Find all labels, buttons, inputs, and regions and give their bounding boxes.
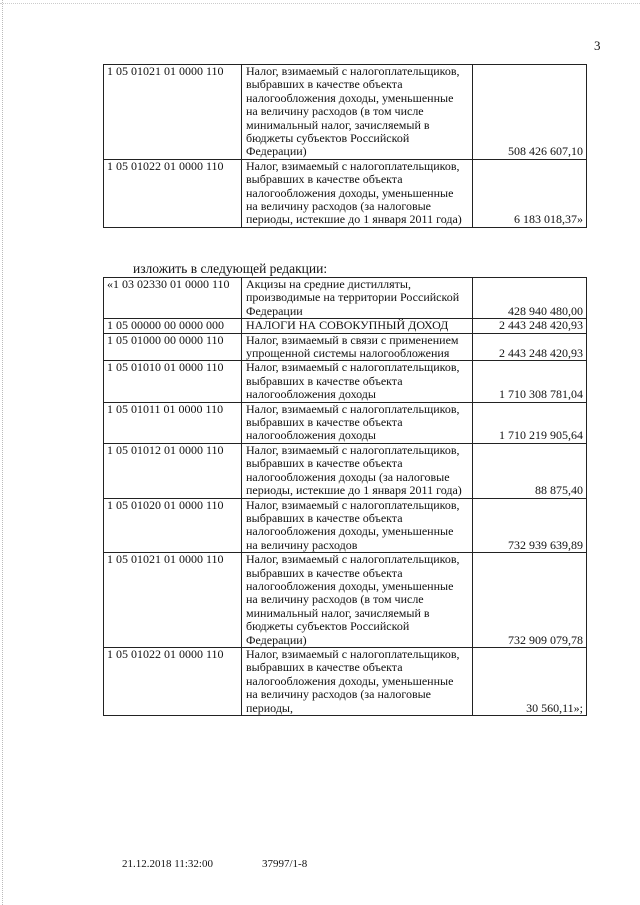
budget-code-cell: 1 05 01000 00 0000 110 xyxy=(104,333,242,361)
description-cell: Налог, взимаемый с налогоплательщиков, выбравших в качестве объекта налогообложения доходы, уменьшенные на величину расходов (за налоговые периоды, xyxy=(242,647,473,715)
table-row xyxy=(104,361,587,402)
table-row xyxy=(104,553,587,648)
description-cell: Налог, взимаемый в связи с применением упрощенной системы налогообложения xyxy=(242,333,473,361)
table-row xyxy=(104,498,587,553)
table-row xyxy=(104,402,587,443)
revenue-table-new xyxy=(103,277,587,716)
revenue-table-new-body xyxy=(104,278,587,716)
description-cell: Налог, взимаемый с налогоплательщиков, выбравших в качестве объекта налогообложения доходы, уменьшенные на величину расходов (в том числе минимальный налог, зачисляемый в бюджеты субъектов Российской Федерации) xyxy=(242,65,473,160)
budget-code-cell: 1 05 01021 01 0000 110 xyxy=(104,553,242,648)
amount-cell: 30 560,11»; xyxy=(473,647,587,715)
description-cell: НАЛОГИ НА СОВОКУПНЫЙ ДОХОД xyxy=(242,319,473,333)
table-row xyxy=(104,65,587,160)
budget-code-cell: 1 05 01011 01 0000 110 xyxy=(104,402,242,443)
scan-edge-left xyxy=(2,0,4,905)
section-heading: изложить в следующей редакции: xyxy=(133,261,328,276)
description-cell: Налог, взимаемый с налогоплательщиков, выбравших в качестве объекта налогообложения доходы xyxy=(242,361,473,402)
description-cell: Налог, взимаемый с налогоплательщиков, выбравших в качестве объекта налогообложения доходы, уменьшенные на величину расходов (в том числе минимальный налог, зачисляемый в бюджеты субъектов Российской Федерации) xyxy=(242,553,473,648)
amount-cell: 732 939 639,89 xyxy=(473,498,587,553)
footer-timestamp: 21.12.2018 11:32:00 xyxy=(122,858,213,870)
amount-cell: 732 909 079,78 xyxy=(473,553,587,648)
revenue-table-old xyxy=(103,64,587,228)
amount-cell: 1 710 219 905,64 xyxy=(473,402,587,443)
description-cell: Налог, взимаемый с налогоплательщиков, выбравших в качестве объекта налогообложения доходы xyxy=(242,402,473,443)
budget-code-cell: 1 05 01020 01 0000 110 xyxy=(104,498,242,553)
budget-code-cell: 1 05 01022 01 0000 110 xyxy=(104,159,242,227)
scan-edge-top xyxy=(0,3,640,5)
amount-cell: 88 875,40 xyxy=(473,443,587,498)
amount-cell: 508 426 607,10 xyxy=(473,65,587,160)
table-row xyxy=(104,159,587,227)
amount-cell: 6 183 018,37» xyxy=(473,159,587,227)
table-row xyxy=(104,278,587,319)
budget-code-cell: 1 05 01012 01 0000 110 xyxy=(104,443,242,498)
budget-code-cell: 1 05 01010 01 0000 110 xyxy=(104,361,242,402)
budget-code-cell: «1 03 02330 01 0000 110 xyxy=(104,278,242,319)
description-cell: Налог, взимаемый с налогоплательщиков, выбравших в качестве объекта налогообложения доходы, уменьшенные на величину расходов xyxy=(242,498,473,553)
page-number: 3 xyxy=(594,38,601,53)
revenue-table-old-body xyxy=(104,65,587,228)
budget-code-cell: 1 05 00000 00 0000 000 xyxy=(104,319,242,333)
footer-document-number: 37997/1-8 xyxy=(262,858,308,870)
table-row xyxy=(104,319,587,333)
table-row xyxy=(104,443,587,498)
amount-cell: 1 710 308 781,04 xyxy=(473,361,587,402)
description-cell: Налог, взимаемый с налогоплательщиков, выбравших в качестве объекта налогообложения доходы (за налоговые периоды, истекшие до 1 января 2011 года) xyxy=(242,443,473,498)
amount-cell: 2 443 248 420,93 xyxy=(473,319,587,333)
table-row xyxy=(104,647,587,715)
description-cell: Акцизы на средние дистилляты, производимые на территории Российской Федерации xyxy=(242,278,473,319)
amount-cell: 2 443 248 420,93 xyxy=(473,333,587,361)
description-cell: Налог, взимаемый с налогоплательщиков, выбравших в качестве объекта налогообложения доходы, уменьшенные на величину расходов (за налоговые периоды, истекшие до 1 января 2011 года) xyxy=(242,159,473,227)
budget-code-cell: 1 05 01021 01 0000 110 xyxy=(104,65,242,160)
amount-cell: 428 940 480,00 xyxy=(473,278,587,319)
table-row xyxy=(104,333,587,361)
budget-code-cell: 1 05 01022 01 0000 110 xyxy=(104,647,242,715)
